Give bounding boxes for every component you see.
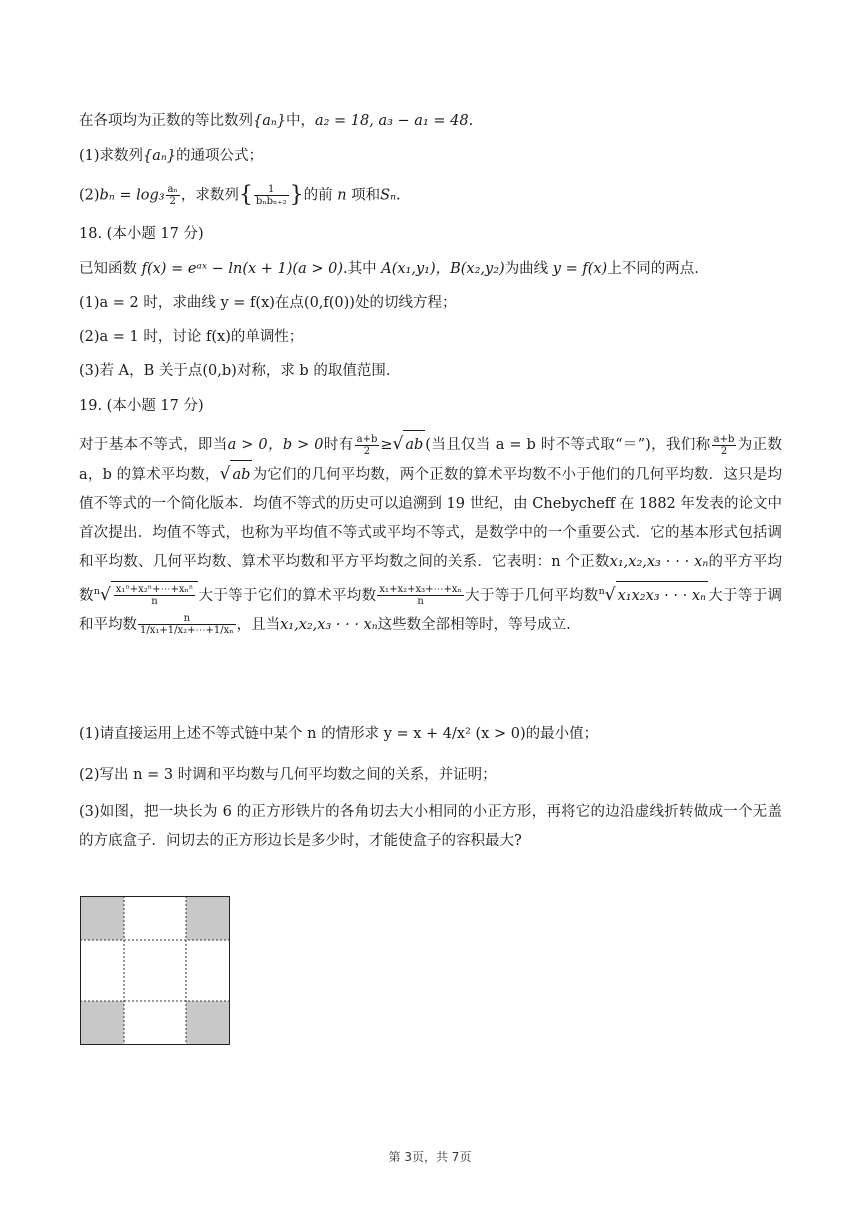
q18-part1: (1)a = 2 时，求曲线 y = f(x)在点(0,f(0))处的切线方程；	[79, 295, 457, 311]
q19-part3: (3)如图，把一块长为 6 的正方形铁片的各角切去大小相同的小正方形，再将它的边沿虚线折转做成一个无盖的方底盒子．问切去的正方形边长是多少时，才能使盒子的容积最大?	[79, 804, 782, 849]
corner-cut-top-right	[186, 896, 230, 940]
q18-part2: (2)a = 1 时，讨论 f(x)的单调性；	[79, 329, 304, 345]
q17-part1: (1)求数列{aₙ}的通项公式；	[79, 148, 264, 164]
q17-stem: 在各项均为正数的等比数列{aₙ}中，a₂ = 18, a₃ − a₁ = 48.	[79, 113, 474, 129]
corner-cut-bottom-left	[80, 1001, 124, 1045]
q18-stem: 已知函数 f(x) = eᵃˣ − ln(x + 1)(a > 0).其中 A(x₁,y₁)，B(x₂,y₂)为曲线 y = f(x)上不同的两点.	[79, 261, 699, 277]
q17-part2: (2)bₙ = log₃ $\frac{\text{aₙ}}{2}$ ，求数列{ $\frac{1}{\text{bₙbₙ₊₂}}$ }的前 n 项和Sₙ.	[79, 182, 401, 208]
corner-cut-top-left	[80, 896, 124, 940]
q19-part1: (1)请直接运用上述不等式链中某个 n 的情形求 y = x + 4/x² (x > 0)的最小值；	[79, 726, 599, 742]
q18-part3: (3)若 A，B 关于点(0,b)对称，求 b 的取值范围.	[79, 363, 391, 379]
page-footer: 第 3页，共 7页	[388, 1150, 472, 1164]
q19-part2: (2)写出 n = 3 时调和平均数与几何平均数之间的关系，并证明；	[79, 767, 497, 783]
square-sheet-figure	[80, 896, 230, 1045]
corner-cut-bottom-right	[186, 1001, 230, 1045]
q19-stem: 对于基本不等式，即当a > 0，b > 0时有 $\frac{a+b}{2}$ ≥√ ab (当且仅当 a = b 时不等式取“＝”)，我们称 $\frac{a+b}{2}$ 为正数 a，b 的算术平均数，√ ab 为它们的几何平均数，两个正数的算术平均数不小于他们的几何平均数．这只是均值不等式的一个简化版本．均值不等式的历史可以追溯到 19 世纪，由 Chebycheff 在 1882 年发表的论文中首次提出．均值不等式，也称为平均值不等式或平均不等式，是数学中的一个重要公式．它的基本形式包括调和平均数、几何平均数、算术平均数和平方平均数之间的关系．它表明：n 个正数x₁,x₂,x₃ · · · xₙ的平方平均数$^n$√ $\frac{\text{x₁ⁿ+x₂ⁿ+⋯+xₙⁿ}}{n}$ 大于等于它们的算术平均数 $\frac{\text{x₁+x₂+x₃+⋯+xₙ}}{n}$ 大于等于几何平均数$^n$√ x₁x₂x₃ · · · xₙ 大于等于调和平均数 $\frac{n}{\text{1/x₁+1/x₂+⋯+1/xₙ}}$ ，且当x₁,x₂,x₃ · · · xₙ这些数全部相等时，等号成立.	[79, 430, 782, 640]
q18-header: 18. (本小题 17 分)	[79, 226, 204, 242]
q19-header: 19. (本小题 17 分)	[79, 398, 204, 414]
